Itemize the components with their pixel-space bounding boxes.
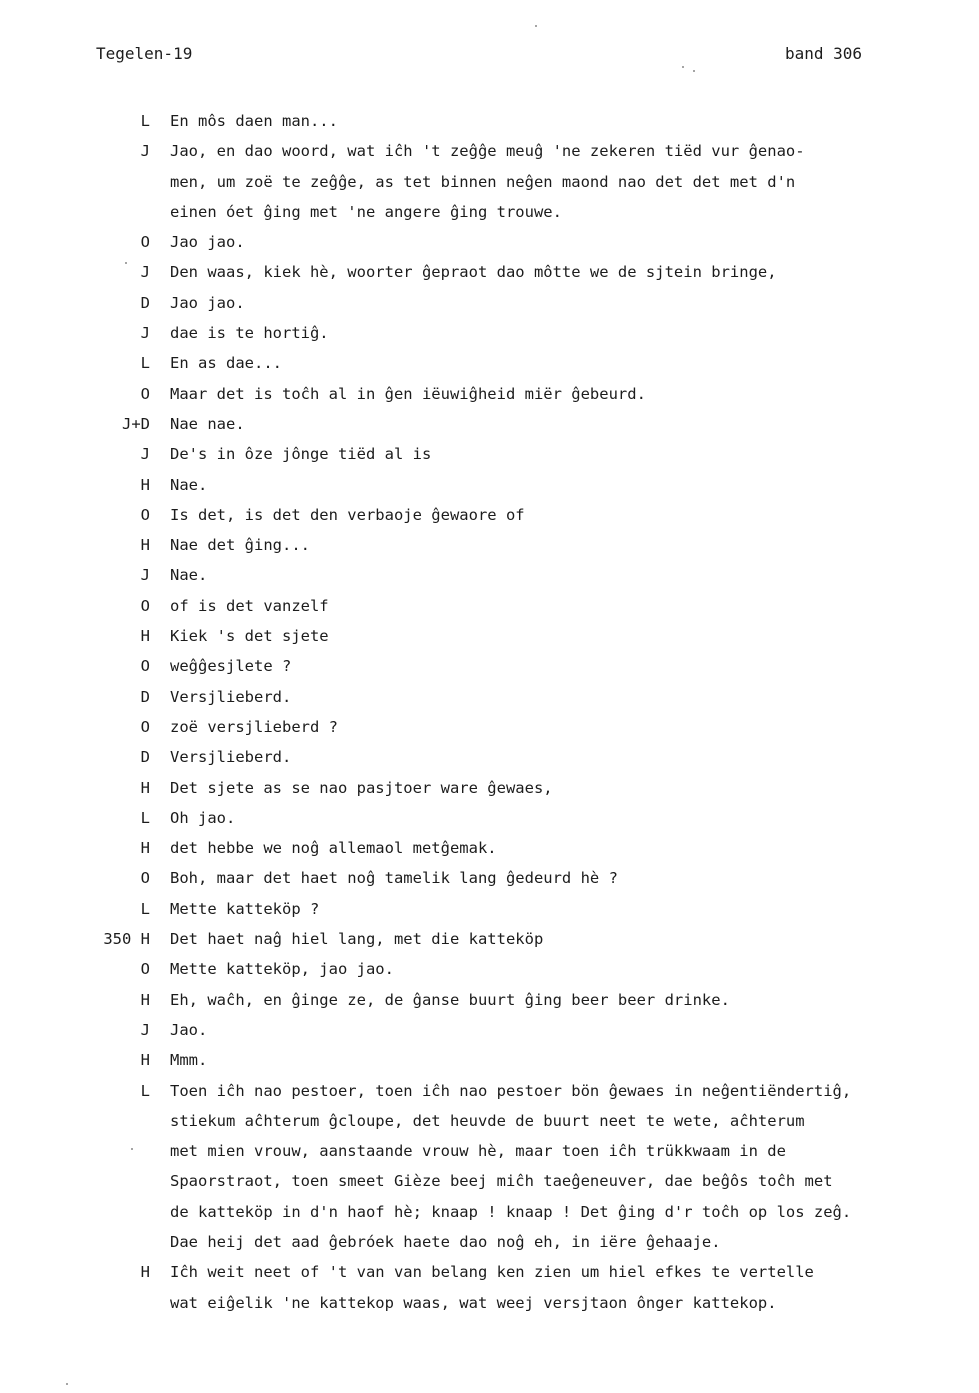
speaker-label: H <box>140 839 150 858</box>
transcript-line <box>0 379 979 409</box>
transcript-line <box>0 863 979 893</box>
utterance-text: Mette katteköp, jao jao. <box>170 960 394 979</box>
utterance-text: Is det, is det den verbaoje ĝewaore of <box>170 505 525 524</box>
transcript-line <box>0 1076 979 1106</box>
transcript-line <box>0 288 979 318</box>
speaker-label: H <box>140 1263 150 1282</box>
speaker-label: H <box>140 475 150 494</box>
transcript-line <box>0 1136 979 1166</box>
utterance-text: Eh, waĉh, en ĝinge ze, de ĝanse buurt ĝing beer beer drinke. <box>170 990 730 1009</box>
transcript-line <box>0 530 979 560</box>
transcript-line <box>0 470 979 500</box>
transcript-line <box>0 651 979 681</box>
utterance-text: Nae nae. <box>170 414 245 433</box>
utterance-text: met mien vrouw, aanstaande vrouw hè, maar toen iĉh trükkwaam in de <box>170 1142 786 1161</box>
transcript-line <box>0 500 979 530</box>
utterance-text: Toen iĉh nao pestoer, toen iĉh nao pestoer bön ĝewaes in neĝentiëndertiĝ, <box>170 1081 852 1100</box>
utterance-text: Boh, maar det haet noĝ tamelik lang ĝedeurd hè ? <box>170 869 618 888</box>
transcript-line <box>0 712 979 742</box>
speaker-label: D <box>140 293 150 312</box>
speaker-label: H <box>140 1051 150 1070</box>
utterance-text: wat eiĝelik 'ne kattekop waas, wat weej versjtaon ônger kattekop. <box>170 1293 777 1312</box>
speaker-label: J <box>140 142 150 161</box>
speaker-label: J <box>140 566 150 585</box>
transcript-line <box>0 621 979 651</box>
speaker-label: J <box>140 324 150 343</box>
transcript-line <box>0 318 979 348</box>
transcript-line <box>0 682 979 712</box>
transcript-line <box>0 348 979 378</box>
speaker-label: L <box>140 354 150 373</box>
transcript-line <box>0 803 979 833</box>
speaker-label: L <box>140 112 150 130</box>
utterance-text: of is det vanzelf <box>170 596 329 615</box>
transcript-line <box>0 833 979 863</box>
utterance-text: Jao. <box>170 1020 208 1039</box>
speaker-label: 350 H <box>103 930 150 949</box>
utterance-text: de katteköp in d'n haof hè; knaap ! knaap ! Det ĝing d'r toĉh op los zeĝ. <box>170 1202 852 1221</box>
utterance-text: Nae det ĝing... <box>170 536 310 555</box>
header-location: Tegelen-19 <box>96 44 193 63</box>
transcript-line <box>0 257 979 287</box>
utterance-text: Spaorstraot, toen smeet Gièze beej miĉh taeĝeneuver, dae beĝôs toĉh met <box>170 1172 833 1191</box>
speaker-label: D <box>140 748 150 767</box>
transcript-line <box>0 197 979 227</box>
utterance-text: Jao jao. <box>170 233 245 252</box>
transcript-line <box>0 136 979 166</box>
transcript-line <box>0 1257 979 1287</box>
transcript-line <box>0 773 979 803</box>
transcript-line <box>0 1045 979 1075</box>
transcript-line <box>0 439 979 469</box>
utterance-text: det hebbe we noĝ allemaol metĝemak. <box>170 839 497 858</box>
transcript-line <box>0 591 979 621</box>
utterance-text: Det haet naĝ hiel lang, met die katteköp <box>170 930 544 949</box>
transcript-line <box>0 985 979 1015</box>
transcript-line <box>0 894 979 924</box>
transcript-line <box>0 1197 979 1227</box>
utterance-text: Det sjete as se nao pasjtoer ware ĝewaes, <box>170 778 553 797</box>
utterance-text: Den waas, kiek hè, woorter ĝepraot dao môtte we de sjtein bringe, <box>170 263 777 282</box>
utterance-text: Iĉh weit neet of 't van van belang ken zien um hiel efkes te vertelle <box>170 1263 814 1282</box>
utterance-text: weĝĝesjlete ? <box>170 657 292 676</box>
transcript-line <box>0 954 979 984</box>
speaker-label: O <box>140 657 150 676</box>
speaker-label: H <box>140 536 150 555</box>
utterance-text: men, um zoë te zeĝĝe, as tet binnen neĝen maond nao det det met d'n <box>170 172 796 191</box>
transcript-line <box>0 742 979 772</box>
transcript-line <box>0 560 979 590</box>
speaker-label: L <box>140 899 150 918</box>
speaker-label: J <box>140 445 150 464</box>
transcript-line <box>0 227 979 257</box>
speaker-label: O <box>140 869 150 888</box>
utterance-text: zoë versjlieberd ? <box>170 717 338 736</box>
utterance-text: dae is te hortiĝ. <box>170 324 329 343</box>
utterance-text: Mmm. <box>170 1051 208 1070</box>
utterance-text: Nae. <box>170 566 208 585</box>
transcript-line <box>0 167 979 197</box>
transcript-line <box>0 924 979 954</box>
speaker-label: J <box>140 263 150 282</box>
utterance-text: stiekum aĉhterum ĝcloupe, det heuvde de buurt neet te wete, aĉhterum <box>170 1111 805 1130</box>
speaker-label: H <box>140 990 150 1009</box>
transcript-line <box>0 1106 979 1136</box>
transcript-line <box>0 409 979 439</box>
utterance-text: Versjlieberd. <box>170 748 292 767</box>
utterance-text: En môs daen man... <box>170 112 338 130</box>
transcript-line <box>0 1015 979 1045</box>
speaker-label: O <box>140 505 150 524</box>
header-tape-number: band 306 <box>785 44 863 63</box>
speaker-label: H <box>140 627 150 646</box>
utterance-text: Mette katteköp ? <box>170 899 320 918</box>
speaker-label: L <box>140 808 150 827</box>
speaker-label: H <box>140 778 150 797</box>
speaker-label: L <box>140 1081 150 1100</box>
utterance-text: Dae heij det aad ĝebróek haete dao noĝ eh, in iëre ĝehaaje. <box>170 1232 721 1251</box>
speaker-label: O <box>140 596 150 615</box>
speaker-label: O <box>140 717 150 736</box>
transcript-line <box>0 1227 979 1257</box>
utterance-text: Nae. <box>170 475 208 494</box>
utterance-text: Maar det is toĉh al in ĝen iëuwiĝheid miër ĝebeurd. <box>170 384 646 403</box>
speaker-label: J+D <box>122 414 150 433</box>
utterance-text: Jao, en dao woord, wat iĉh 't zeĝĝe meuĝ 'ne zekeren tiëd vur ĝenao- <box>170 142 805 161</box>
speaker-label: O <box>140 960 150 979</box>
speaker-label: O <box>140 384 150 403</box>
utterance-text: De's in ôze jônge tiëd al is <box>170 445 432 464</box>
transcript-line <box>0 1288 979 1318</box>
utterance-text: einen óet ĝing met 'ne angere ĝing trouwe. <box>170 202 562 221</box>
utterance-text: Jao jao. <box>170 293 245 312</box>
transcript-line <box>0 106 979 136</box>
speaker-label: O <box>140 233 150 252</box>
speaker-label: J <box>140 1020 150 1039</box>
utterance-text: Kiek 's det sjete <box>170 627 329 646</box>
utterance-text: Versjlieberd. <box>170 687 292 706</box>
utterance-text: Oh jao. <box>170 808 236 827</box>
utterance-text: En as dae... <box>170 354 282 373</box>
transcript-lines <box>0 106 979 1318</box>
transcript-line <box>0 1166 979 1196</box>
speaker-label: D <box>140 687 150 706</box>
